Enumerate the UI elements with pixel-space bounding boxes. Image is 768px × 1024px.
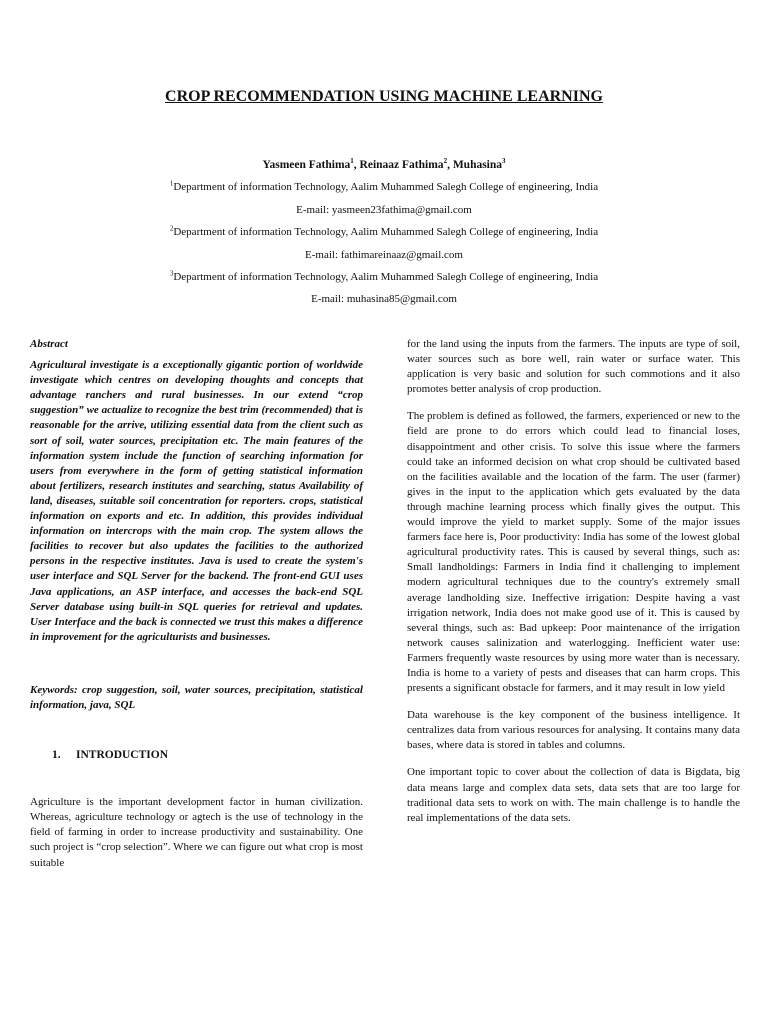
affiliation-superscript: 3 [169,269,174,278]
affiliation-superscript: 2 [169,224,174,233]
left-column [30,337,363,871]
author-name: Muhasina [452,159,503,171]
affiliation-superscript: 1 [169,179,174,188]
author-name: Yasmeen Fathima [262,159,351,171]
author-list [0,154,768,176]
author-superscript: 1 [350,157,354,166]
affiliation [0,176,768,198]
keywords: Keywords: crop suggestion, soil, water sources, precipitation, statistical information, java, SQL [30,683,363,711]
body-paragraph: Data warehouse is the key component of the business intelligence. It centralizes data from various resources for analysing. It contains many data bases, where data is stored in tables and columns. [407,709,740,752]
author-email: E-mail: muhasina85@gmail.com [311,293,457,306]
affiliation-text: Department of information Technology, Aalim Muhammed Salegh College of engineering, India [173,226,599,239]
author-name: Reinaaz Fathima [359,159,444,171]
right-column [407,337,740,826]
affiliation-text: Department of information Technology, Aalim Muhammed Salegh College of engineering, India [173,181,599,194]
abstract-heading: Abstract [30,338,68,350]
affiliation [0,266,768,288]
section-title: INTRODUCTION [76,749,169,762]
body-paragraph: One important topic to cover about the collection of data is Bigdata, big data means large and complex data sets, data sets that are too large for traditional data sets to work on with. The main challenge is to handle the real implementations of the data sets. [407,766,740,824]
author-separator: , [447,159,453,171]
author-superscript: 3 [502,157,506,166]
author-email: E-mail: yasmeen23fathima@gmail.com [296,203,472,216]
author-email: E-mail: fathimareinaaz@gmail.com [305,248,463,261]
affiliation [0,221,768,243]
body-paragraph: for the land using the inputs from the farmers. The inputs are type of soil, water sources such as bore well, rain water or surface water. This application is very basic and solution for such commotions and it also promotes better analysis of crop production. [407,338,740,396]
author-separator: , [353,159,360,171]
body-paragraph: The problem is defined as followed, the farmers, experienced or new to the field are prone to do errors which could lead to financial loses, disappointment and other crisis. To solve this issue where the farmers could take an informed decision on what crop should be cultivated based on the facilities available and the location of the farm. The user (farmer) gives in the input to the application which gets evaluated by the data through machine learning process which finally gives the output. This would improve the yield to market supply. Some of the major issues farmers face here is, Poor productivity: India has some of the lowest global agricultural productivity rates. This is caused by several things, such as: Small landholdings: Farmers in India find it challenging to implement modern agricultural techniques due to the country's extremely small average landholding size. Ineffective irrigation: Despite having a vast irrigation network, India does not make good use of it. This is caused by several things, such as: Bad upkeep: Poor maintenance of the irrigation network causes salinization and waterlogging. Inefficient water use: Farmers frequently waste resources by using more water than is necessary. India is home to a variety of pests and diseases that can harm crops. This presents a significant obstacle for farmers, and it may result in low yield [407,410,740,695]
section-heading-introduction [52,748,363,763]
author-block [0,154,768,311]
paper-title: CROP RECOMMENDATION USING MACHINE LEARNING [165,88,603,105]
abstract-body: Agricultural investigate is a exceptionally gigantic portion of worldwide investigate which centres on developing thoughts and concepts that advantage ranchers and rural businesses. In our extend “crop suggestion” we actualize to recognize the best trim (recommended) that is reasonable for the arrive, utilizing essential data from the client such as sort of soil, water sources, precipitation etc. The main features of the information system include the function of searching information for users from everywhere in the form of getting statistical information about fertilizers, research institutes and searching, status Availability of land, diseases, suitable soil concentration for reporters. crops, statistical information on exports and etc. In addition, this provides individual information on intercrops with the main crop. The system allows the facilities to recover but also updates the facilities to the authorized persons in the respective institutes. Java is used to create the system's user interface and SQL Server for the backend. The front-end GUI uses Java applications, an ASP interface, and accesses the back-end SQL Server database using built-in SQL queries for retrieval and updates. User Interface and the back is connected we trust this makes a difference in improvement for the agriculturists and businesses. [30,359,363,643]
affiliation-text: Department of information Technology, Aalim Muhammed Salegh College of engineering, India [173,271,599,284]
author-superscript: 2 [443,157,448,166]
introduction-paragraph: Agriculture is the important development factor in human civilization. Whereas, agriculture technology or agtech is the use of technology in the field of farming in order to increase productivity and sustainability. One such project is “crop selection”. Where we can figure out what crop is most suitable [30,796,363,869]
section-number: 1. [52,749,61,762]
